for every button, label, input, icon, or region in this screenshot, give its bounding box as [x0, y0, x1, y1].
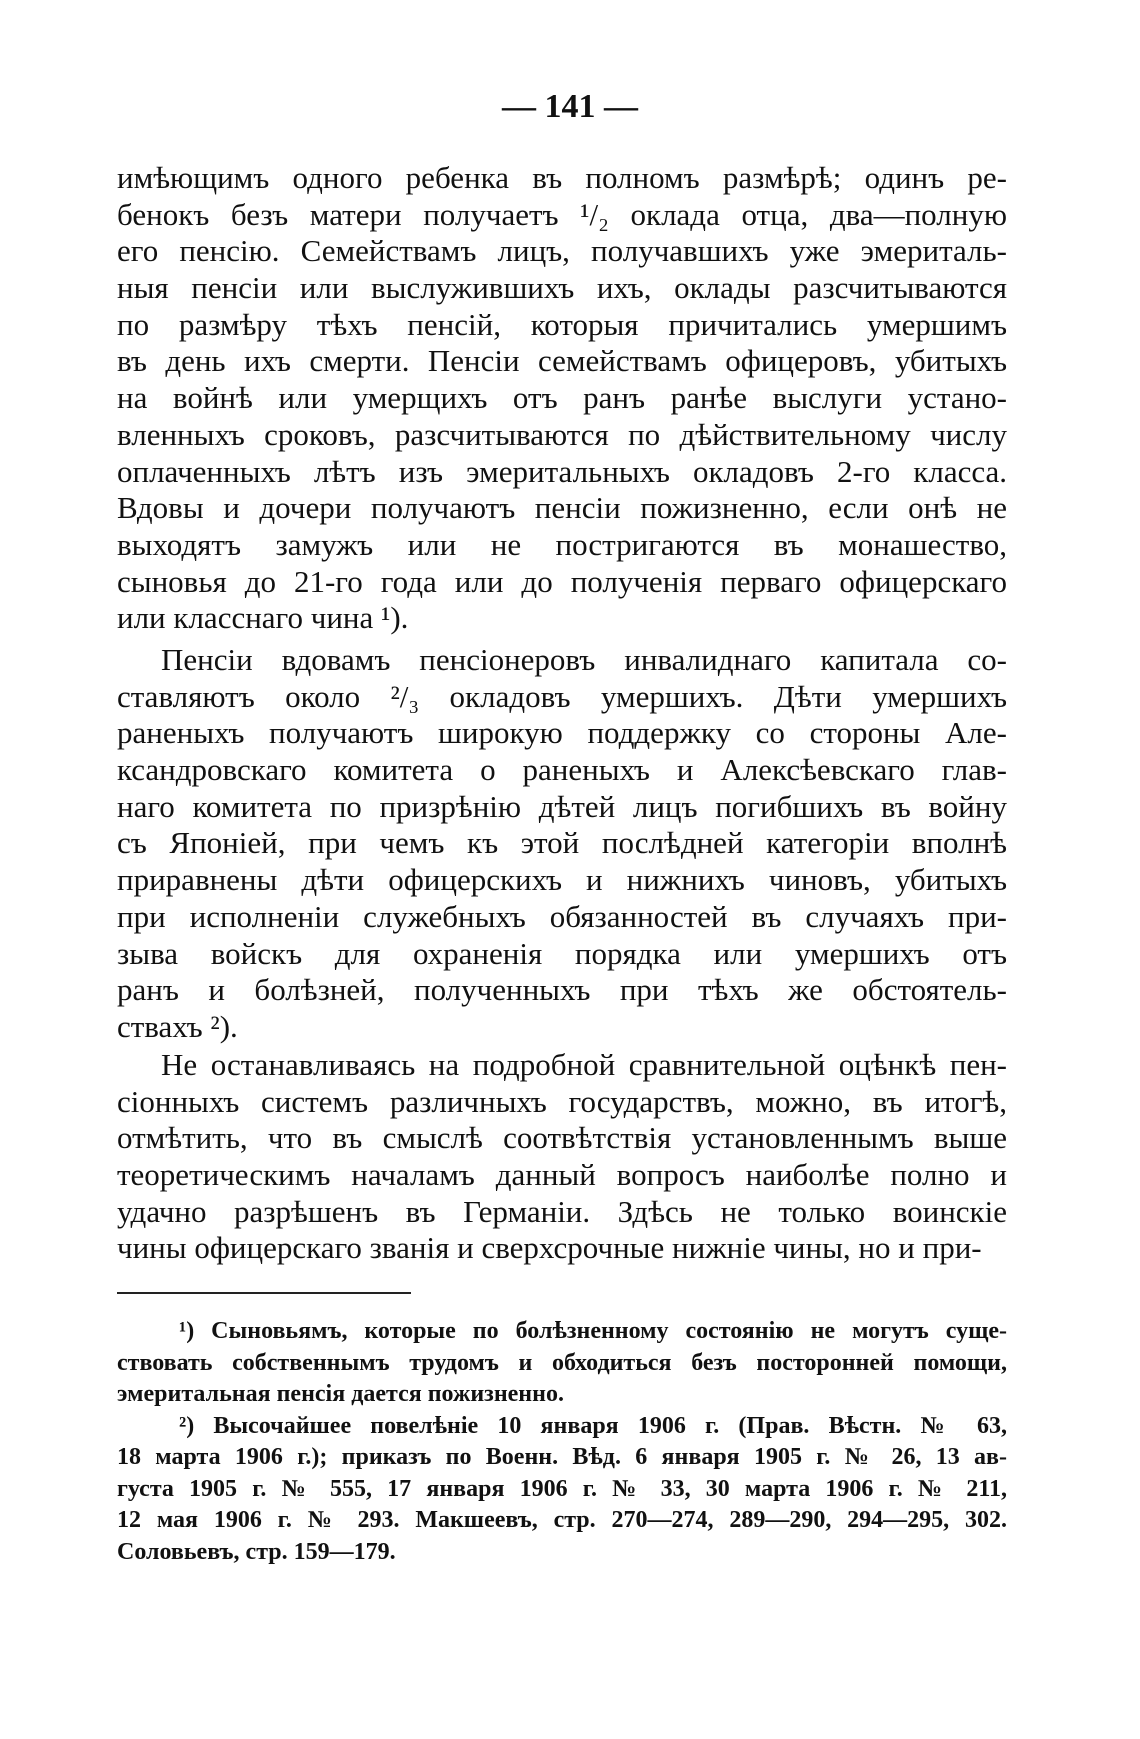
text-line: ставляютъ около ²/₃ окладовъ умершихъ. Дѣти умершихъ — [117, 678, 1007, 714]
text-line: эмеритальная пенсія дается пожизненно. — [117, 1381, 564, 1407]
paragraph-2 — [117, 642, 1007, 1046]
text-line: бенокъ безъ матери получаетъ ¹/₂ оклада отца, два—полную — [117, 196, 1007, 232]
text-line: или класснаго чина ¹). — [117, 600, 409, 636]
page-number: — 141 — — [502, 88, 638, 125]
text-line: ранъ и болѣзней, полученныхъ при тѣхъ же обстоятель- — [117, 972, 1007, 1008]
text-line: сыновья до 21-го года или до полученія перваго офицерскаго — [117, 563, 1007, 599]
paragraph-1 — [117, 160, 1007, 637]
text-line: удачно разрѣшенъ въ Германіи. Здѣсь не только воинскіе — [117, 1193, 1007, 1229]
text-line: ²) Высочайшее повелѣніе 10 января 1906 г. (Прав. Вѣстн. № 63, — [179, 1412, 1007, 1439]
text-line: его пенсію. Семействамъ лицъ, получавшихъ уже эмериталь- — [117, 233, 1007, 269]
text-line: приравнены дѣти офицерскихъ и нижнихъ чиновъ, убитыхъ — [117, 862, 1007, 898]
text-line: ксандровскаго комитета о раненыхъ и Алексѣевскаго глав- — [117, 752, 1007, 788]
paragraph-3 — [117, 1047, 1007, 1267]
text-line: въ день ихъ смерти. Пенсіи семействамъ офицеровъ, убитыхъ — [117, 343, 1007, 379]
text-line: 12 мая 1906 г. № 293. Макшеевъ, стр. 270—274, 289—290, 294—295, 302. — [117, 1507, 1007, 1533]
text-line: Пенсіи вдовамъ пенсіонеровъ инвалиднаго капитала со- — [161, 642, 1007, 677]
text-line: имѣющимъ одного ребенка въ полномъ размѣрѣ; одинъ ре- — [117, 160, 1007, 195]
text-line: вленныхъ сроковъ, разсчитываются по дѣйствительному числу — [117, 416, 1007, 452]
text-line: выходятъ замужъ или не постригаются въ монашество, — [117, 526, 1007, 562]
footnote-1 — [117, 1316, 1007, 1411]
text-line: отмѣтить, что въ смыслѣ соотвѣтствія установленнымъ выше — [117, 1120, 1007, 1156]
text-line: съ Японіей, при чемъ къ этой послѣдней категоріи вполнѣ — [117, 825, 1007, 861]
text-line: раненыхъ получаютъ широкую поддержку со стороны Але- — [117, 715, 1007, 751]
text-line: на войнѣ или умерщихъ отъ ранъ ранѣе выслуги устано- — [117, 380, 1007, 416]
text-line: 18 марта 1906 г.); приказъ по Военн. Вѣд. 6 января 1905 г. № 26, 13 ав- — [117, 1444, 1007, 1470]
text-line: сіонныхъ системъ различныхъ государствъ, можно, въ итогѣ, — [117, 1083, 1007, 1119]
text-line: теоретическимъ началамъ данный вопросъ наиболѣе полно и — [117, 1157, 1007, 1193]
text-line: чины офицерскаго званія и сверхсрочные нижніе чины, но и при- — [117, 1230, 982, 1266]
text-line: Не останавливаясь на подробной сравнительной оцѣнкѣ пен- — [161, 1047, 1007, 1082]
footnotes — [117, 1316, 1007, 1568]
text-line: по размѣру тѣхъ пенсій, которыя причитались умершимъ — [117, 306, 1007, 342]
footnote-2 — [117, 1411, 1007, 1569]
text-line: Соловьевъ, стр. 159—179. — [117, 1538, 396, 1565]
text-line: ствовать собственнымъ трудомъ и обходиться безъ посторонней помощи, — [117, 1349, 1007, 1376]
text-line: наго комитета по призрѣнію дѣтей лицъ погибшихъ въ войну — [117, 788, 1007, 824]
text-line: зыва войскъ для охраненія порядка или умершихъ отъ — [117, 935, 1007, 971]
text-line: оплаченныхъ лѣтъ изъ эмеритальныхъ окладовъ 2-го класса. — [117, 453, 1007, 489]
text-line: ¹) Сыновьямъ, которые по болѣзненному состоянію не могутъ суще- — [179, 1318, 1007, 1344]
text-line: Вдовы и дочери получаютъ пенсіи пожизненно, если онѣ не — [117, 490, 1007, 526]
text-line: густа 1905 г. № 555, 17 января 1906 г. № 33, 30 марта 1906 г. № 211, — [117, 1475, 1007, 1502]
text-line: ствахъ ²). — [117, 1008, 238, 1044]
footnote-divider — [117, 1292, 411, 1294]
text-line: ныя пенсіи или выслужившихъ ихъ, оклады разсчитываются — [117, 270, 1007, 306]
text-line: при исполненіи служебныхъ обязанностей въ случаяхъ при- — [117, 898, 1007, 934]
